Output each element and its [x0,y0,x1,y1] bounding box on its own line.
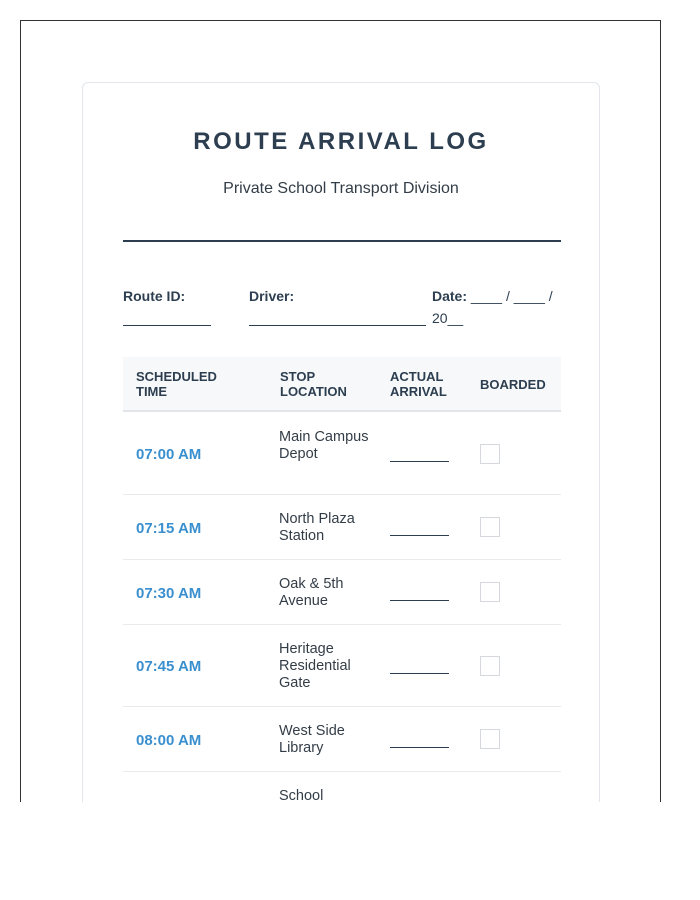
route-id-label: Route ID: [123,288,186,304]
scheduled-time: 07:45 AM [136,658,202,675]
scheduled-time: 08:00 AM [136,732,202,749]
route-id-blank[interactable] [123,309,211,326]
page-subtitle: Private School Transport Division [223,180,459,197]
actual-arrival-blank[interactable] [390,673,449,674]
document-page [20,20,661,802]
boarded-checkbox[interactable] [480,444,500,464]
date-field[interactable] [432,285,562,329]
actual-arrival-blank[interactable] [390,747,449,748]
boarded-checkbox[interactable] [480,729,500,749]
driver-label: Driver: [249,288,295,304]
table-row [123,495,561,560]
table-row [123,412,561,495]
table-row [123,625,561,707]
title-divider [123,240,561,242]
actual-arrival-blank[interactable] [390,600,449,601]
scheduled-time: 07:00 AM [136,446,202,463]
header-scheduled-time: SCHEDULED TIME [136,369,217,399]
stop-location: West Side Library [279,723,345,756]
stop-location: School [279,788,324,802]
date-template: ____ / ____ / 20__ [432,288,553,326]
actual-arrival-blank[interactable] [390,535,449,536]
scheduled-time: 07:15 AM [136,520,202,537]
table-header [123,357,561,412]
table-row [123,560,561,625]
driver-blank[interactable] [249,309,426,326]
date-label: Date: [432,288,468,304]
header-stop-location: STOP LOCATION [280,369,347,399]
driver-field [249,285,426,326]
table-row [123,772,561,802]
table-row [123,707,561,772]
header-actual-arrival: ACTUAL ARRIVAL [390,369,447,399]
stop-location: North Plaza Station [279,511,355,544]
boarded-checkbox[interactable] [480,582,500,602]
stop-location: Main Campus Depot [279,429,369,462]
boarded-checkbox[interactable] [480,656,500,676]
route-id-field [123,285,211,326]
boarded-checkbox[interactable] [480,517,500,537]
actual-arrival-blank[interactable] [390,461,449,462]
page-title: ROUTE ARRIVAL LOG [193,128,489,155]
header-boarded: BOARDED [480,377,546,392]
scheduled-time: 07:30 AM [136,585,202,602]
stop-location: Oak & 5th Avenue [279,576,344,609]
stop-location: Heritage Residential Gate [279,641,351,691]
log-card [82,82,600,802]
